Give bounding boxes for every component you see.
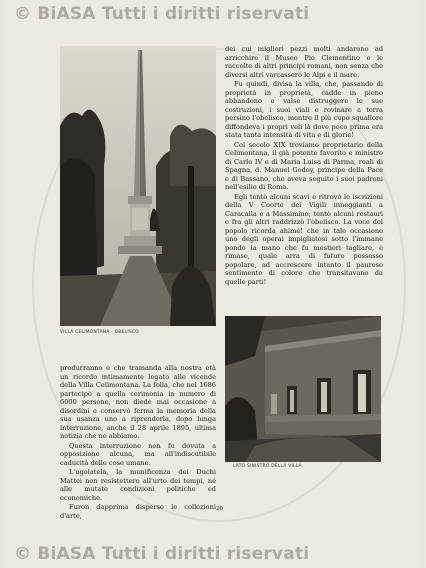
paragraph: Questa interruzione non fu dovuta a opposizione alcuna, ma all'indiscutibile caducità delle cose umane. <box>60 441 216 467</box>
obelisk-photo <box>60 46 216 326</box>
page-number: 20 <box>216 506 223 512</box>
paragraph: L'ugolatela, la munificenza dei Duchi Mattei non resistettero all'urto dei tempi, né alle mutate condizioni politiche ed economiche. <box>60 468 216 502</box>
left-text-column <box>60 364 216 520</box>
paragraph: Egli tentò alcuni scavi e ritrovò le iscrizioni della V Coorte dei Vigili inneggianti a Caracalla e a Massimino; tentò alcuni restauri e fra gli altri raddrizzò l'obelisco. La voce del popolo ricorda ahimè! che in tale occasione uno degli operai impigliatosi sotto l'immane pondo la mano che fu mestieri tagliare, e rimase, quale arra di futuro possesso popolare, ad accrescere intanto il pauroso sentimento di colore che transitavano da quelle parti! <box>225 192 383 286</box>
paragraph: Col secolo XIX troviamo proprietario della Celimontana, il già potente favorito e ministro di Carlo IV e di Maria Luisa di Parma, reali di Spagna, d. Manuel Godoy, principe della Pace e di Bassano, che aveva seguito i suoi padroni nell'esilio di Roma. <box>225 140 383 191</box>
paragraph: Fu quindi, divisa la villa, che, passando di proprietà in proprietà, cadde in pieno abbandono e valse distruggere le sue costruzioni, i suoi viali e rovinare a terra persino l'obelisco, mentre il più cupo squallore diffondeva i propri veli là dove poco prima era stata tanta intensità di vita e di glorie! <box>225 80 383 139</box>
right-text-column <box>225 45 383 286</box>
villa-side-photo-caption: LATO SINISTRO DELLA VILLA <box>233 464 302 469</box>
document-page <box>4 0 422 568</box>
paragraph: produrranno e che tramanda alla nostra età un ricordo intimamente legato alle vicende della Villa Celimontana. La folla, che nel 1686 partecipò a quella cerimonia in numero di 6000 persone, non diede mai occasione a disordini e conservò ferma la memoria della sua usanza uno a riprenderla, dopo lunga interruzione, anche il 28 aprile 1895, ultima notizia che ne abbiamo. <box>60 364 216 440</box>
watermark-bottom: © BiASA Tutti i diritti riservati <box>14 544 310 564</box>
villa-side-photo <box>225 316 381 462</box>
watermark-top: © BiASA Tutti i diritti riservati <box>14 4 310 24</box>
paragraph: Furon dapprima disperse le collezioni d'arte, <box>60 503 216 520</box>
paragraph: dei cui migliori pezzi molti andarono ad arricchire il Museo Pio Clementino e le raccolte di altri principi romani, non senza che diversi altri varcassero le Alpi e il mare. <box>225 45 383 79</box>
obelisk-photo-caption: VILLA CELIMONTANA - OBELISCO <box>60 330 139 335</box>
